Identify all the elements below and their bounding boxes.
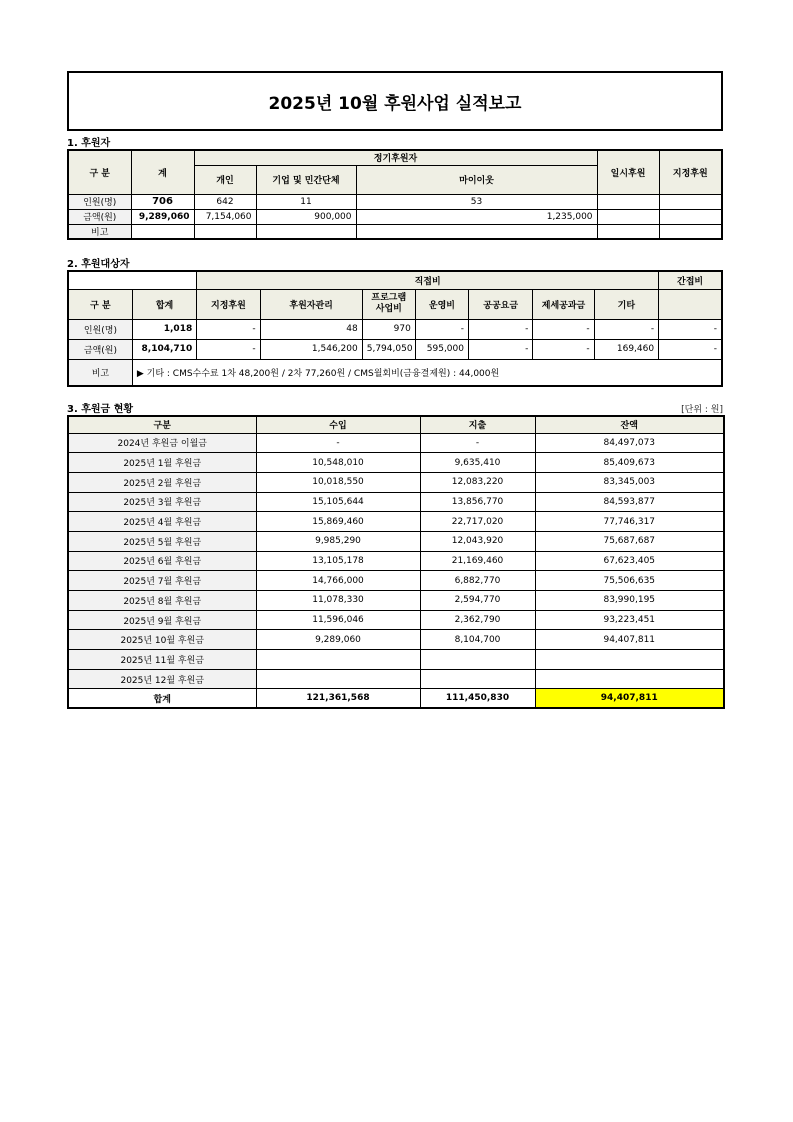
table-row: [68, 551, 724, 571]
header-gubun: 구 분: [68, 289, 132, 319]
row-label: 2025년 6월 후원금: [68, 551, 256, 571]
header-operation-cost: 운영비: [415, 289, 468, 319]
header-balance: 잔액: [535, 416, 724, 433]
table-row: [68, 650, 724, 670]
cell-taxes: -: [533, 339, 594, 359]
cell-individual: 7,154,060: [194, 209, 256, 224]
row-label: 2025년 11월 후원금: [68, 650, 256, 670]
cell-individual: [194, 224, 256, 239]
cell-income: 11,078,330: [256, 591, 420, 611]
header-gubun: 구분: [68, 416, 256, 433]
cell-balance: 84,497,073: [535, 433, 724, 453]
cell-expense: 6,882,770: [420, 571, 535, 591]
report-title: 2025년 10월 후원사업 실적보고: [67, 71, 723, 131]
cell-balance: [535, 650, 724, 670]
cell-balance: 77,746,317: [535, 512, 724, 532]
row-label: 2025년 8월 후원금: [68, 591, 256, 611]
row-label: 2025년 3월 후원금: [68, 492, 256, 512]
row-label: 2025년 5월 후원금: [68, 531, 256, 551]
cell-expense: 2,594,770: [420, 591, 535, 611]
table-row: [68, 512, 724, 532]
header-donor-management: 후원자관리: [260, 289, 362, 319]
row-label: 금액(원): [68, 339, 132, 359]
cell-income: [256, 669, 420, 689]
cell-total: [131, 224, 194, 239]
cell-corporate: 11: [256, 194, 356, 209]
table-row: [68, 531, 724, 551]
funds-status-table: [67, 415, 725, 709]
cell-operation-cost: 595,000: [415, 339, 468, 359]
cell-expense: 9,635,410: [420, 453, 535, 473]
cell-income: -: [256, 433, 420, 453]
unit-label: [단위 : 원]: [681, 405, 723, 415]
cell-balance: 84,593,877: [535, 492, 724, 512]
section-1-heading: [67, 133, 723, 149]
row-label: 2025년 1월 후원금: [68, 453, 256, 473]
row-label: 2025년 2월 후원금: [68, 472, 256, 492]
cell-expense: -: [420, 433, 535, 453]
cell-total: 9,289,060: [131, 209, 194, 224]
note-row: [68, 359, 722, 386]
table-row: [68, 669, 724, 689]
cell-designated: [659, 194, 722, 209]
cell-balance: [535, 669, 724, 689]
cell-program-cost: 5,794,050: [362, 339, 415, 359]
table-row: [68, 319, 722, 339]
cell-income: 13,105,178: [256, 551, 420, 571]
cell-corporate: 900,000: [256, 209, 356, 224]
header-regular-donors: 정기후원자: [194, 150, 597, 165]
header-income: 수입: [256, 416, 420, 433]
table-row: [68, 453, 724, 473]
cell-designated: [659, 209, 722, 224]
cell-temporary: [597, 209, 659, 224]
table-row: [68, 571, 724, 591]
cell-public-charges: -: [468, 319, 532, 339]
header-designated: 지정후원: [197, 289, 260, 319]
cell-expense: 12,043,920: [420, 531, 535, 551]
cell-myioot: [356, 224, 597, 239]
table-row: [68, 591, 724, 611]
cell-income: 15,869,460: [256, 512, 420, 532]
header-expense: 지출: [420, 416, 535, 433]
cell-designated: -: [197, 339, 260, 359]
header-indirect-cost: 간접비: [659, 271, 722, 289]
cell-etc: -: [594, 319, 658, 339]
section-1-title: 1. 후원자: [67, 138, 111, 149]
cell-income: 9,289,060: [256, 630, 420, 650]
cell-income: 9,985,290: [256, 531, 420, 551]
header-public-charges: 공공요금: [468, 289, 532, 319]
section-2-heading: [67, 254, 723, 270]
cell-balance: 94,407,811: [535, 630, 724, 650]
beneficiaries-table: [67, 270, 723, 387]
cell-indirect: -: [659, 339, 722, 359]
header-direct-cost: 직접비: [197, 271, 659, 289]
total-income: 121,361,568: [256, 689, 420, 708]
header-gubun: 구 분: [68, 150, 131, 194]
cell-temporary: [597, 194, 659, 209]
cell-designated: [659, 224, 722, 239]
row-label: 인원(명): [68, 194, 131, 209]
cell-expense: 12,083,220: [420, 472, 535, 492]
cell-myioot: 53: [356, 194, 597, 209]
row-label: 2025년 7월 후원금: [68, 571, 256, 591]
section-3-title: 3. 후원금 현황: [67, 404, 134, 415]
cell-public-charges: -: [468, 339, 532, 359]
cell-expense: 8,104,700: [420, 630, 535, 650]
cell-expense: 2,362,790: [420, 610, 535, 630]
table-row: [68, 472, 724, 492]
row-label: 2024년 후원금 이월금: [68, 433, 256, 453]
header-individual: 개인: [194, 165, 256, 194]
table-row: [68, 224, 722, 239]
header-myioot: 마이이웃: [356, 165, 597, 194]
cell-program-cost: 970: [362, 319, 415, 339]
row-label: 금액(원): [68, 209, 131, 224]
row-label: 2025년 12월 후원금: [68, 669, 256, 689]
cell-total: 706: [131, 194, 194, 209]
cell-income: 10,548,010: [256, 453, 420, 473]
report-page: [67, 71, 723, 709]
table-row: [68, 630, 724, 650]
cell-etc: 169,460: [594, 339, 658, 359]
cell-balance: 93,223,451: [535, 610, 724, 630]
cell-balance: 75,687,687: [535, 531, 724, 551]
note-label: 비고: [68, 359, 132, 386]
table-row: [68, 492, 724, 512]
header-etc: 기타: [594, 289, 658, 319]
header-corporate: 기업 및 민간단체: [256, 165, 356, 194]
row-label: 2025년 10월 후원금: [68, 630, 256, 650]
header-total: 계: [131, 150, 194, 194]
section-3-heading: [67, 399, 723, 415]
table-row: [68, 339, 722, 359]
table-row: [68, 194, 722, 209]
cell-income: 11,596,046: [256, 610, 420, 630]
cell-balance: 75,506,635: [535, 571, 724, 591]
cell-total: 8,104,710: [132, 339, 196, 359]
row-label: 2025년 4월 후원금: [68, 512, 256, 532]
header-program-cost: 프로그램 사업비: [362, 289, 415, 319]
cell-income: 14,766,000: [256, 571, 420, 591]
header-total: 합계: [132, 289, 196, 319]
cell-income: [256, 650, 420, 670]
donors-table: [67, 149, 723, 240]
header-temporary: 일시후원: [597, 150, 659, 194]
cell-taxes: -: [533, 319, 594, 339]
header-designated: 지정후원: [659, 150, 722, 194]
header-taxes: 제세공과금: [533, 289, 594, 319]
cell-balance: 83,990,195: [535, 591, 724, 611]
cell-balance: 85,409,673: [535, 453, 724, 473]
cell-balance: 83,345,003: [535, 472, 724, 492]
cell-expense: 13,856,770: [420, 492, 535, 512]
cell-designated: -: [197, 319, 260, 339]
total-row: [68, 689, 724, 708]
cell-income: 10,018,550: [256, 472, 420, 492]
cell-donor-management: 1,546,200: [260, 339, 362, 359]
cell-expense: [420, 669, 535, 689]
note-text: ▶ 기타 : CMS수수료 1차 48,200원 / 2차 77,260원 / CMS월회비(금융결제원) : 44,000원: [132, 359, 722, 386]
total-expense: 111,450,830: [420, 689, 535, 708]
cell-operation-cost: -: [415, 319, 468, 339]
cell-balance: 67,623,405: [535, 551, 724, 571]
cell-donor-management: 48: [260, 319, 362, 339]
cell-individual: 642: [194, 194, 256, 209]
cell-income: 15,105,644: [256, 492, 420, 512]
total-label: 합계: [68, 689, 256, 708]
cell-expense: 21,169,460: [420, 551, 535, 571]
row-label: 인원(명): [68, 319, 132, 339]
cell-total: 1,018: [132, 319, 196, 339]
cell-indirect: -: [659, 319, 722, 339]
cell-corporate: [256, 224, 356, 239]
section-2-title: 2. 후원대상자: [67, 259, 130, 270]
total-balance: 94,407,811: [535, 689, 724, 708]
cell-myioot: 1,235,000: [356, 209, 597, 224]
table-row: [68, 209, 722, 224]
table-row: [68, 610, 724, 630]
cell-temporary: [597, 224, 659, 239]
row-label: 비고: [68, 224, 131, 239]
row-label: 2025년 9월 후원금: [68, 610, 256, 630]
cell-expense: [420, 650, 535, 670]
table-row: [68, 433, 724, 453]
cell-expense: 22,717,020: [420, 512, 535, 532]
